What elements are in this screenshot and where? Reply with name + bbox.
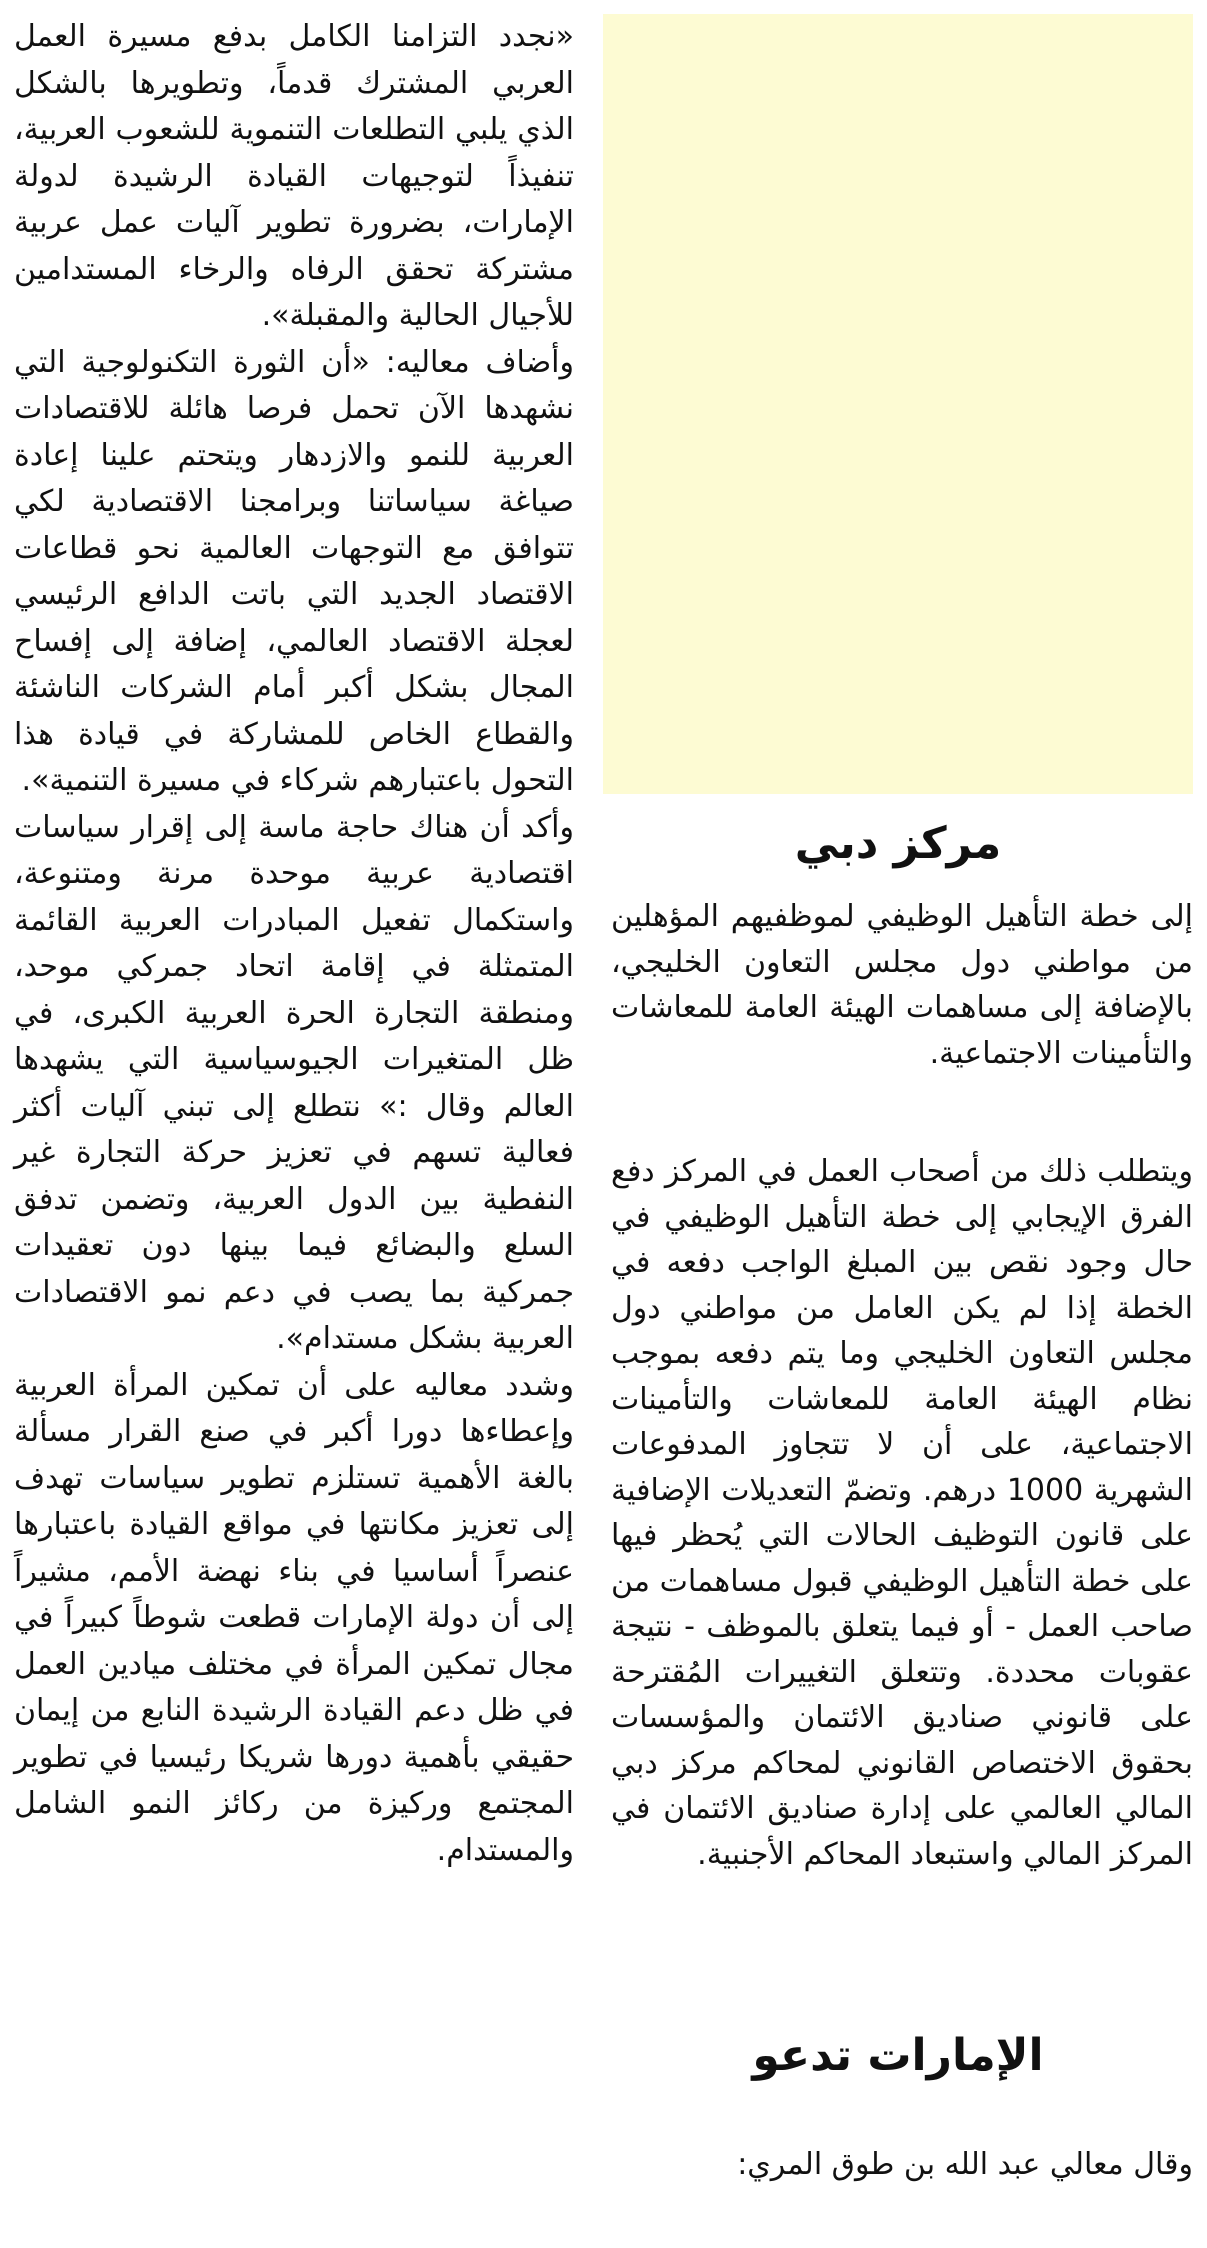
right-paragraph-1: إلى خطة التأهيل الوظيفي لموظفيهم المؤهلين من مواطني دول مجلس التعاون الخليجي، بالإضافة إلى مساهمات الهيئة العامة للمعاشات والتأمينات الاجتماعية. <box>611 899 1193 1071</box>
right-paragraph-3: وقال معالي عبد الله بن طوق المري: <box>737 2147 1193 2182</box>
left-paragraph-4: وشدد معاليه على أن تمكين المرأة العربية وإعطاءها دورا أكبر في صنع القرار مسألة بالغة الأهمية تستلزم تطوير سياسات تهدف إلى تعزيز مكانتها في مواقع القيادة باعتبارها عنصراً أساسيا في بناء نهضة الأمم، مشيراً إلى أن دولة الإمارات قطعت شوطاً كبيراً في مجال تمكين المرأة في مختلف ميادين العمل في ظل دعم القيادة الرشيدة النابع من إيمان حقيقي بأهمية دورها شريكا رئيسيا في تطوير المجتمع وركيزة من ركائز النمو الشامل والمستدام. <box>14 1367 574 1868</box>
left-paragraph-3: وأكد أن هناك حاجة ماسة إلى إقرار سياسات اقتصادية عربية موحدة مرنة ومتنوعة، واستكمال تفعيل المبادرات العربية القائمة المتمثلة في إقامة اتحاد جمركي موحد، ومنطقة التجارة الحرة العربية الكبرى، في ظل المتغيرات الجيوسياسية التي يشهدها العالم وقال :» نتطلع إلى تبني آليات أكثر فعالية تسهم في تعزيز حركة التجارة غير النفطية بين الدول العربية، وتضمن تدفق السلع والبضائع فيما بينها دون تعقيدات جمركية بما يصب في دعم نمو الاقتصادات العربية بشكل مستدام». <box>14 809 574 1356</box>
subheading-uae-calls: الإمارات تدعو <box>752 2030 1044 2081</box>
right-paragraph-2: ويتطلب ذلك من أصحاب العمل في المركز دفع الفرق الإيجابي إلى خطة التأهيل الوظيفي في حال وجود نقص بين المبلغ الواجب دفعه في الخطة إذا لم يكن العامل من مواطني دول مجلس التعاون الخليجي وما يتم دفعه بموجب نظام الهيئة العامة للمعاشات والتأمينات الاجتماعية، على أن لا تتجاوز المدفوعات الشهرية 1000 درهم. وتضمّ التعديلات الإضافية على قانون التوظيف الحالات التي يُحظر فيها على خطة التأهيل الوظيفي قبول مساهمات من صاحب العمل - أو فيما يتعلق بالموظف - نتيجة عقوبات محددة. وتتعلق التغييرات المُقترحة على قانوني صناديق الائتمان والمؤسسات بحقوق الاختصاص القانوني لمحاكم مركز دبي المالي العالمي على إدارة صناديق الائتمان في المركز المالي واستبعاد المحاكم الأجنبية. <box>611 1154 1193 1872</box>
left-paragraph-1: «نجدد التزامنا الكامل بدفع مسيرة العمل العربي المشترك قدماً، وتطويرها بالشكل الذي يلبي التطلعات التنموية للشعوب العربية، تنفيذاً لتوجيهات القيادة الرشيدة لدولة الإمارات، بضرورة تطوير آليات عمل عربية مشتركة تحقق الرفاه والرخاء المستدامين للأجيال الحالية والمقبلة». <box>14 19 574 333</box>
left-column <box>14 14 574 2234</box>
left-paragraph-2: وأضاف معاليه: «أن الثورة التكنولوجية التي نشهدها الآن تحمل فرصا هائلة للاقتصادات العربية للنمو والازدهار ويتحتم علينا إعادة صياغة سياساتنا وبرامجنا الاقتصادية لكي تتوافق مع التوجهات العالمية نحو قطاعات الاقتصاد الجديد التي باتت الدافع الرئيسي لعجلة الاقتصاد العالمي، إضافة إلى إفساح المجال بشكل أكبر أمام الشركات الناشئة والقطاع الخاص للمشاركة في قيادة هذا التحول باعتبارهم شركاء في مسيرة التنمية». <box>14 344 574 798</box>
right-column <box>603 14 1193 2234</box>
advertisement-box <box>603 14 1193 794</box>
subheading-dubai-centre: مركز دبي <box>794 818 1002 869</box>
